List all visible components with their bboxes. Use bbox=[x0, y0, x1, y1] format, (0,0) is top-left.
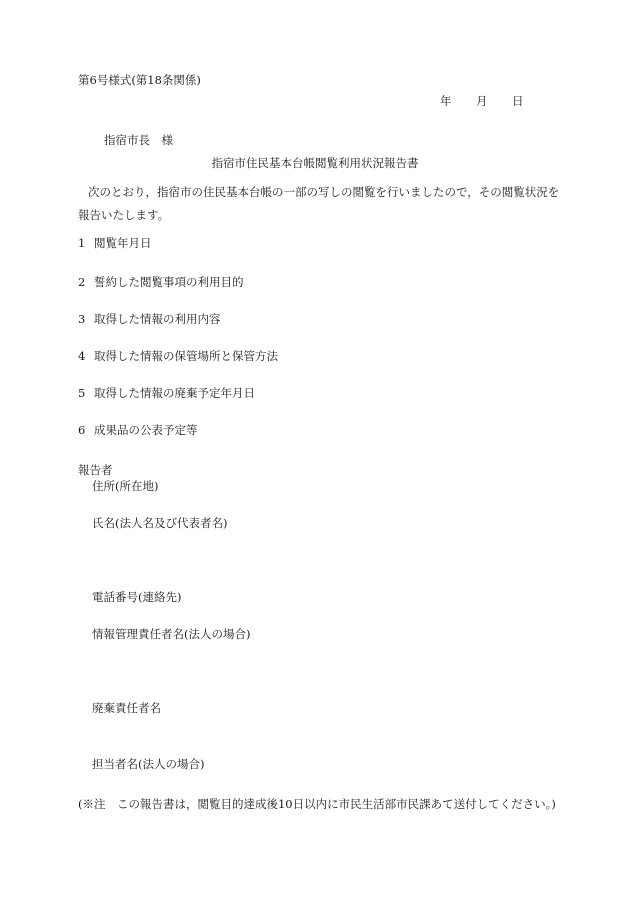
document-title: 指宿市住民基本台帳閲覧利用状況報告書 bbox=[211, 156, 419, 170]
item-number: 3 bbox=[78, 312, 86, 326]
reporter-label: 報告者 bbox=[78, 463, 113, 477]
item-1 bbox=[78, 237, 152, 251]
item-label: 誓約した閲覧事項の利用目的 bbox=[94, 275, 244, 289]
item-2 bbox=[78, 276, 244, 290]
date-day-label: 日 bbox=[512, 94, 524, 108]
body-text: 次のとおり，指宿市の住民基本台帳の一部の写しの閲覧を行いましたので，その閲覧状況を報告いたします。 bbox=[78, 185, 560, 222]
date-month-label: 月 bbox=[476, 94, 488, 108]
item-label: 閲覧年月日 bbox=[94, 236, 152, 250]
item-3 bbox=[78, 313, 221, 327]
date-line bbox=[440, 95, 524, 109]
item-6 bbox=[78, 424, 198, 438]
item-label: 成果品の公表予定等 bbox=[94, 423, 198, 437]
footnote: (※注 この報告書は，閲覧目的達成後10日以内に市民生活部市民課あて送付してください。) bbox=[78, 797, 556, 811]
disposal-manager-field-label: 廃棄責任者名 bbox=[92, 701, 161, 715]
date-year-label: 年 bbox=[440, 94, 452, 108]
contact-person-field-label: 担当者名(法人の場合) bbox=[92, 757, 205, 771]
item-5 bbox=[78, 387, 255, 401]
item-number: 2 bbox=[78, 275, 86, 289]
item-number: 4 bbox=[78, 349, 86, 363]
name-field-label: 氏名(法人名及び代表者名) bbox=[92, 516, 228, 530]
form-number: 第6号様式(第18条関係) bbox=[78, 73, 201, 87]
address-field-label: 住所(所在地) bbox=[92, 479, 159, 493]
item-label: 取得した情報の保管場所と保管方法 bbox=[94, 349, 278, 363]
item-4 bbox=[78, 350, 278, 364]
item-number: 5 bbox=[78, 386, 86, 400]
item-number: 6 bbox=[78, 423, 86, 437]
phone-field-label: 電話番号(連絡先) bbox=[92, 590, 182, 604]
item-number: 1 bbox=[78, 236, 86, 250]
info-manager-field-label: 情報管理責任者名(法人の場合) bbox=[92, 627, 251, 641]
addressee: 指宿市長 様 bbox=[104, 133, 173, 147]
item-label: 取得した情報の廃棄予定年月日 bbox=[94, 386, 255, 400]
item-label: 取得した情報の利用内容 bbox=[94, 312, 221, 326]
